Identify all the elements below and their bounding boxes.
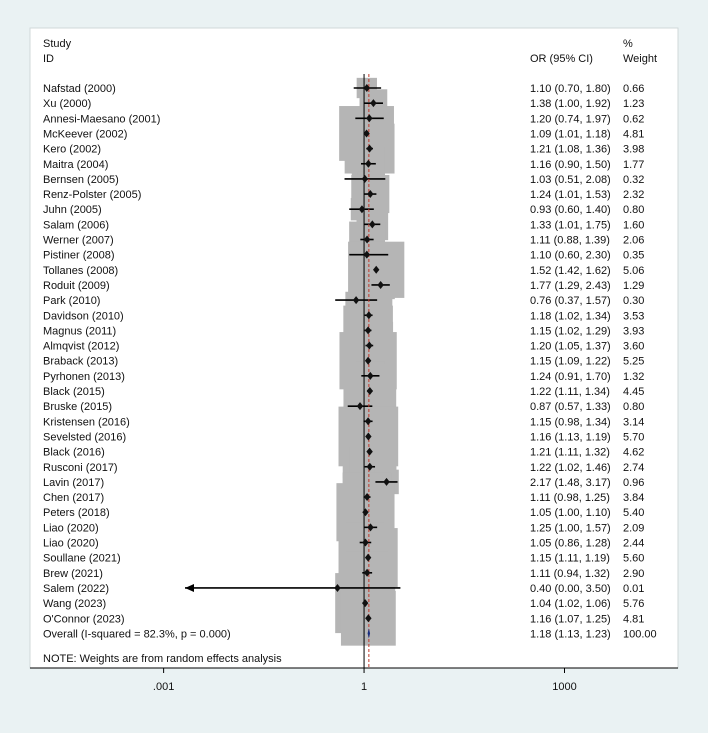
study-label: Renz-Polster (2005) (43, 189, 142, 202)
study-label: Sevelsted (2016) (43, 431, 127, 444)
study-ci-value: 1.16 (1.07, 1.25) (530, 613, 611, 626)
study-label: Salam (2006) (43, 219, 110, 232)
study-weight: 5.70 (623, 431, 645, 444)
study-label: Soullane (2021) (43, 552, 121, 565)
study-label: Park (2010) (43, 295, 101, 308)
study-ci-value: 0.93 (0.60, 1.40) (530, 204, 611, 217)
study-weight: 2.06 (623, 234, 645, 247)
x-tick-label: .001 (152, 681, 175, 693)
study-weight: 2.44 (623, 537, 645, 550)
study-label: Roduit (2009) (43, 279, 110, 292)
study-weight: 3.14 (623, 416, 645, 429)
x-tick-label: 1 (360, 681, 368, 693)
study-label: Magnus (2011) (43, 325, 117, 338)
overall-label: Overall (I-squared = 82.3%, p = 0.000) (43, 628, 231, 641)
study-weight: 0.96 (623, 476, 645, 489)
study-weight: 0.80 (623, 401, 645, 414)
study-weight: 2.90 (623, 567, 645, 580)
study-ci-value: 1.10 (0.60, 2.30) (530, 249, 611, 262)
overall-ci-value: 1.18 (1.13, 1.23) (530, 628, 611, 641)
study-ci-value: 1.20 (0.74, 1.97) (530, 113, 611, 126)
study-label: Xu (2000) (43, 98, 92, 111)
study-ci-value: 0.76 (0.37, 1.57) (530, 295, 611, 308)
study-ci-value: 1.15 (1.09, 1.22) (530, 355, 611, 368)
study-ci-value: 1.22 (1.02, 1.46) (530, 461, 611, 474)
study-weight: 0.30 (623, 295, 645, 308)
study-ci-value: 1.52 (1.42, 1.62) (530, 264, 611, 277)
study-label: Liao (2020) (43, 522, 99, 535)
study-weight: 1.32 (623, 370, 645, 383)
study-label: Braback (2013) (43, 355, 119, 368)
study-weight: 5.06 (623, 264, 645, 277)
study-weight: 5.25 (623, 355, 645, 368)
study-weight: 5.60 (623, 552, 645, 565)
study-label: Brew (2021) (43, 567, 103, 580)
study-weight: 2.32 (623, 189, 645, 202)
study-label: Almqvist (2012) (43, 340, 120, 353)
study-weight: 3.53 (623, 310, 645, 323)
study-weight: 0.62 (623, 113, 645, 126)
study-label: Maitra (2004) (43, 158, 109, 171)
header-weight: Weight (623, 53, 658, 65)
study-ci-value: 1.05 (1.00, 1.10) (530, 507, 611, 520)
study-ci-value: 1.77 (1.29, 2.43) (530, 279, 611, 292)
study-label: Pistiner (2008) (43, 249, 115, 262)
study-label: Peters (2018) (43, 507, 110, 520)
study-ci-value: 1.10 (0.70, 1.80) (530, 83, 611, 95)
study-label: McKeever (2002) (43, 128, 128, 141)
x-tick-label: 1000 (552, 681, 577, 693)
footnote: NOTE: Weights are from random effects analysis (43, 653, 282, 665)
overall-weight: 100.00 (623, 628, 657, 641)
study-ci-value: 1.09 (1.01, 1.18) (530, 128, 611, 141)
study-weight: 2.09 (623, 522, 645, 535)
study-weight: 5.40 (623, 507, 645, 520)
study-ci-value: 1.05 (0.86, 1.28) (530, 537, 611, 550)
study-label: Wang (2023) (43, 598, 107, 611)
study-label: Juhn (2005) (43, 204, 102, 217)
study-label: Annesi-Maesano (2001) (43, 113, 161, 126)
study-weight: 2.74 (623, 461, 645, 474)
study-ci-value: 1.11 (0.98, 1.25) (530, 492, 610, 505)
study-ci-value: 0.87 (0.57, 1.33) (530, 401, 611, 414)
study-ci-value: 1.16 (1.13, 1.19) (530, 431, 611, 444)
study-ci-value: 1.33 (1.01, 1.75) (530, 219, 611, 232)
study-label: Werner (2007) (43, 234, 114, 247)
study-ci-value: 1.03 (0.51, 2.08) (530, 173, 611, 186)
study-label: Salem (2022) (43, 582, 110, 595)
study-weight: 4.62 (623, 446, 645, 459)
study-ci-value: 1.38 (1.00, 1.92) (530, 98, 611, 111)
study-label: Bernsen (2005) (43, 173, 119, 186)
study-label: Pyrhonen (2013) (43, 370, 125, 383)
study-ci-value: 1.11 (0.88, 1.39) (530, 234, 610, 247)
study-label: Davidson (2010) (43, 310, 124, 323)
study-label: Kero (2002) (43, 143, 102, 156)
header-study: Study (43, 38, 72, 50)
study-ci-value: 1.11 (0.94, 1.32) (530, 567, 610, 580)
study-weight: 3.93 (623, 325, 645, 338)
study-ci-value: 1.04 (1.02, 1.06) (530, 598, 611, 611)
study-ci-value: 1.20 (1.05, 1.37) (530, 340, 611, 353)
study-ci-value: 1.15 (1.11, 1.19) (530, 552, 610, 565)
study-weight: 0.35 (623, 249, 645, 262)
study-ci-value: 1.16 (0.90, 1.50) (530, 158, 611, 171)
study-ci-value: 1.21 (1.11, 1.32) (530, 446, 610, 459)
study-label: Kristensen (2016) (43, 416, 130, 429)
study-weight: 3.84 (623, 492, 645, 505)
study-weight: 5.76 (623, 598, 645, 611)
study-weight: 3.60 (623, 340, 645, 353)
study-weight: 0.32 (623, 173, 645, 186)
study-label: Tollanes (2008) (43, 264, 119, 277)
study-weight: 4.81 (623, 128, 645, 141)
study-ci-value: 0.40 (0.00, 3.50) (530, 582, 611, 595)
study-weight: 4.45 (623, 386, 645, 398)
study-ci-value: 1.24 (0.91, 1.70) (530, 370, 611, 383)
study-label: Chen (2017) (43, 492, 105, 505)
header-ci: OR (95% CI) (530, 53, 593, 65)
study-label: Black (2015) (43, 386, 105, 398)
study-weight: 1.60 (623, 219, 645, 232)
x-axis-ticks (153, 668, 577, 693)
study-ci-value: 1.22 (1.11, 1.34) (530, 386, 610, 398)
study-ci-value: 1.25 (1.00, 1.57) (530, 522, 611, 535)
study-label: Nafstad (2000) (43, 83, 116, 95)
study-weight: 1.77 (623, 158, 645, 171)
study-ci-value: 1.24 (1.01, 1.53) (530, 189, 611, 202)
study-label: Lavin (2017) (43, 476, 105, 489)
study-label: O'Connor (2023) (43, 613, 125, 626)
study-ci-value: 1.15 (1.02, 1.29) (530, 325, 611, 338)
study-weight: 1.23 (623, 98, 645, 111)
header-id: ID (43, 53, 54, 65)
study-weight: 3.98 (623, 143, 645, 156)
study-ci-value: 1.15 (0.98, 1.34) (530, 416, 611, 429)
study-weight: 0.01 (623, 582, 645, 595)
header-weight-symbol: % (623, 38, 633, 50)
study-weight: 0.80 (623, 204, 645, 217)
study-ci-value: 1.21 (1.08, 1.36) (530, 143, 611, 156)
study-label: Black (2016) (43, 446, 105, 459)
study-label: Bruske (2015) (43, 401, 113, 414)
study-weight: 4.81 (623, 613, 645, 626)
study-label: Rusconi (2017) (43, 461, 118, 474)
study-weight: 1.29 (623, 279, 645, 292)
study-weight: 0.66 (623, 83, 645, 95)
study-label: Liao (2020) (43, 537, 99, 550)
study-ci-value: 2.17 (1.48, 3.17) (530, 476, 611, 489)
study-ci-value: 1.18 (1.02, 1.34) (530, 310, 611, 323)
